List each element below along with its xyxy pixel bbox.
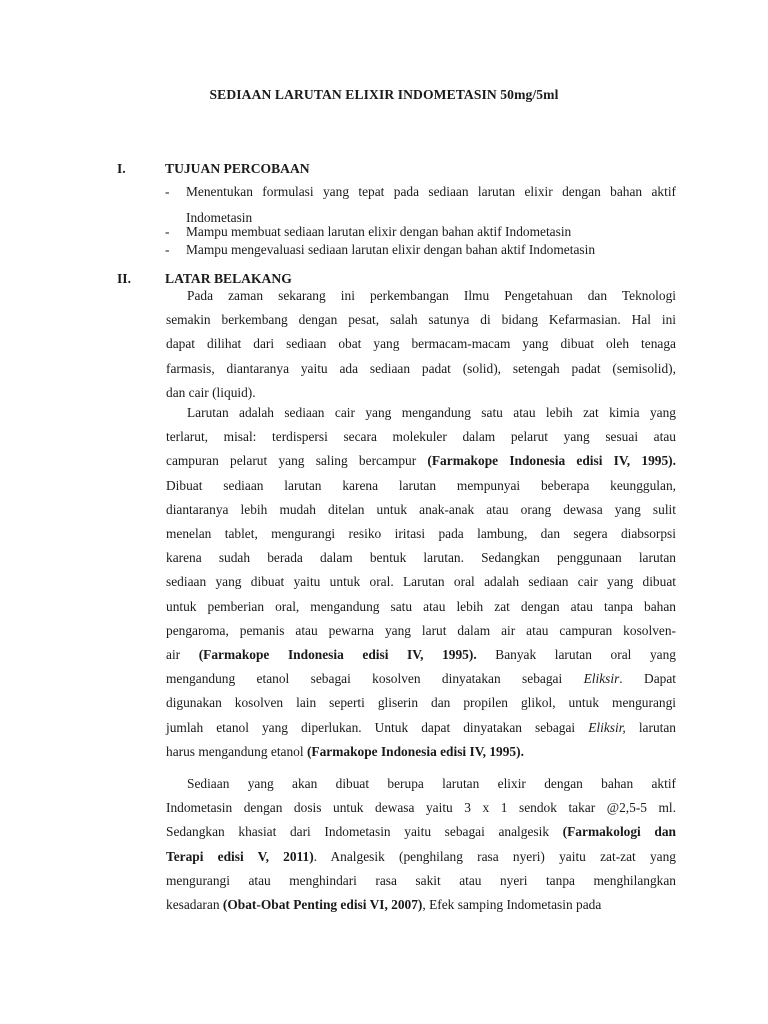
section-number: II.	[117, 271, 131, 286]
text-run: Banyak larutan oral yang	[476, 647, 676, 662]
paragraph-line	[166, 384, 676, 402]
paragraph-line	[187, 287, 676, 305]
citation: (Farmakope Indonesia edisi IV, 1995).	[427, 453, 676, 469]
text-run: Indometasin dengan dosis untuk dewasa yaitu 3 x 1 sendok takar @2,5-5 ml.	[166, 800, 676, 816]
paragraph-line	[166, 477, 676, 495]
paragraph-line	[166, 799, 676, 817]
objectives-list	[165, 179, 676, 259]
paragraph-line	[187, 404, 676, 422]
paragraph-line	[166, 670, 676, 688]
text-run: Sediaan yang akan dibuat berupa larutan elixir dengan bahan aktif	[187, 776, 676, 791]
text-run: diantaranya lebih mudah ditelan untuk anak-anak atau orang dewasa yang sulit	[166, 501, 676, 517]
paragraph-line	[187, 775, 676, 793]
text-run: terlarut, misal: terdispersi secara molekuler dalam pelarut yang sesuai atau	[166, 429, 676, 445]
text-run: menelan tablet, mengurangi resiko iritasi pada lambung, dan segera diabsorpsi	[166, 526, 676, 541]
text-run: air	[166, 647, 199, 662]
section-number: I.	[117, 161, 126, 176]
paragraph-line	[166, 823, 676, 841]
text-run: larutan	[625, 719, 676, 735]
paragraph-line	[166, 335, 676, 353]
paragraph-line	[166, 872, 676, 890]
text-run: campuran pelarut yang saling bercampur	[166, 453, 428, 469]
paragraph-line	[166, 694, 676, 712]
text-run: mengandung etanol sebagai kosolven dinyatakan sebagai	[166, 671, 584, 687]
text-run: mengurangi atau menghindari rasa sakit atau nyeri tanpa menghilangkan	[166, 872, 676, 888]
paragraph-line	[166, 743, 676, 761]
paragraph-line	[166, 622, 676, 640]
paragraph-line	[166, 501, 676, 519]
citation: (Farmakologi dan	[562, 824, 677, 840]
paragraph-line	[166, 360, 676, 378]
text-run: digunakan kosolven lain seperti gliserin dan propilen glikol, untuk mengurangi	[166, 695, 676, 711]
section-heading-tujuan	[117, 161, 417, 179]
list-item	[165, 241, 676, 259]
paragraph-line	[166, 428, 676, 446]
text-run: . Dapat	[619, 671, 676, 687]
paragraph-line	[166, 598, 676, 616]
citation: (Farmakope Indonesia edisi IV, 1995).	[198, 647, 477, 662]
text-run: , Efek samping Indometasin pada	[422, 897, 602, 912]
text-run: sediaan yang dibuat yaitu untuk oral. Larutan oral adalah sediaan cair yang dibuat	[166, 574, 676, 590]
paragraph-line	[166, 719, 676, 737]
text-run: karena sudah berada dalam bentuk larutan. Sedangkan penggunaan larutan	[166, 550, 676, 566]
section-title: TUJUAN PERCOBAAN	[165, 161, 310, 176]
text-run: untuk pemberian oral, mengandung satu atau lebih zat dengan atau tanpa bahan	[166, 598, 676, 614]
list-item	[165, 223, 676, 241]
list-item-text: Mampu membuat sediaan larutan elixir dengan bahan aktif Indometasin	[186, 224, 572, 239]
section-title: LATAR BELAKANG	[165, 271, 292, 286]
text-run: Pada zaman sekarang ini perkembangan Ilmu Pengetahuan dan Teknologi	[187, 288, 676, 303]
paragraph-line	[166, 549, 676, 567]
paragraph-line	[166, 452, 676, 470]
paragraph-line	[166, 311, 676, 329]
emphasis: Eliksir,	[588, 719, 626, 735]
paragraph-line	[166, 525, 676, 543]
document-title: SEDIAAN LARUTAN ELIXIR INDOMETASIN 50mg/5ml	[209, 87, 559, 102]
text-run: Larutan adalah sediaan cair yang mengandung satu atau lebih zat kimia yang	[187, 405, 676, 420]
list-item-text: - Menentukan formulasi yang tepat pada sediaan larutan elixir dengan bahan aktif Indometasin	[186, 184, 676, 225]
emphasis: Eliksir	[583, 671, 620, 687]
text-run: farmasis, diantaranya yaitu ada sediaan padat (solid), setengah padat (semisolid),	[166, 360, 676, 376]
citation: Terapi edisi V, 2011)	[166, 848, 314, 864]
text-run: jumlah etanol yang diperlukan. Untuk dapat dinyatakan sebagai	[166, 719, 589, 735]
text-run: kesadaran	[166, 897, 223, 912]
list-item-text: Mampu mengevaluasi sediaan larutan elixir dengan bahan aktif Indometasin	[186, 242, 596, 257]
list-item	[165, 179, 676, 225]
text-run: harus mengandung etanol	[166, 743, 307, 759]
text-run: semakin berkembang dengan pesat, salah satunya di bidang Kefarmasian. Hal ini	[166, 312, 676, 328]
text-run: pengaroma, pemanis atau pewarna yang larut dalam air atau campuran kosolven-	[166, 622, 676, 638]
paragraph-line	[166, 848, 676, 866]
text-run: Sedangkan khasiat dari Indometasin yaitu sebagai analgesik	[166, 824, 563, 840]
text-run: Dibuat sediaan larutan karena larutan mempunyai beberapa keunggulan,	[166, 477, 676, 493]
text-run: dapat dilihat dari sediaan obat yang bermacam-macam yang dibuat oleh tenaga	[166, 336, 676, 352]
paragraph-line	[166, 646, 676, 664]
text-run: . Analgesik (penghilang rasa nyeri) yaitu zat-zat yang	[313, 848, 676, 864]
paragraph-line	[166, 573, 676, 591]
citation: (Obat-Obat Penting edisi VI, 2007)	[222, 897, 423, 912]
text-run: dan cair (liquid).	[166, 384, 256, 400]
paragraph-line	[166, 896, 676, 914]
citation: (Farmakope Indonesia edisi IV, 1995).	[306, 743, 524, 759]
